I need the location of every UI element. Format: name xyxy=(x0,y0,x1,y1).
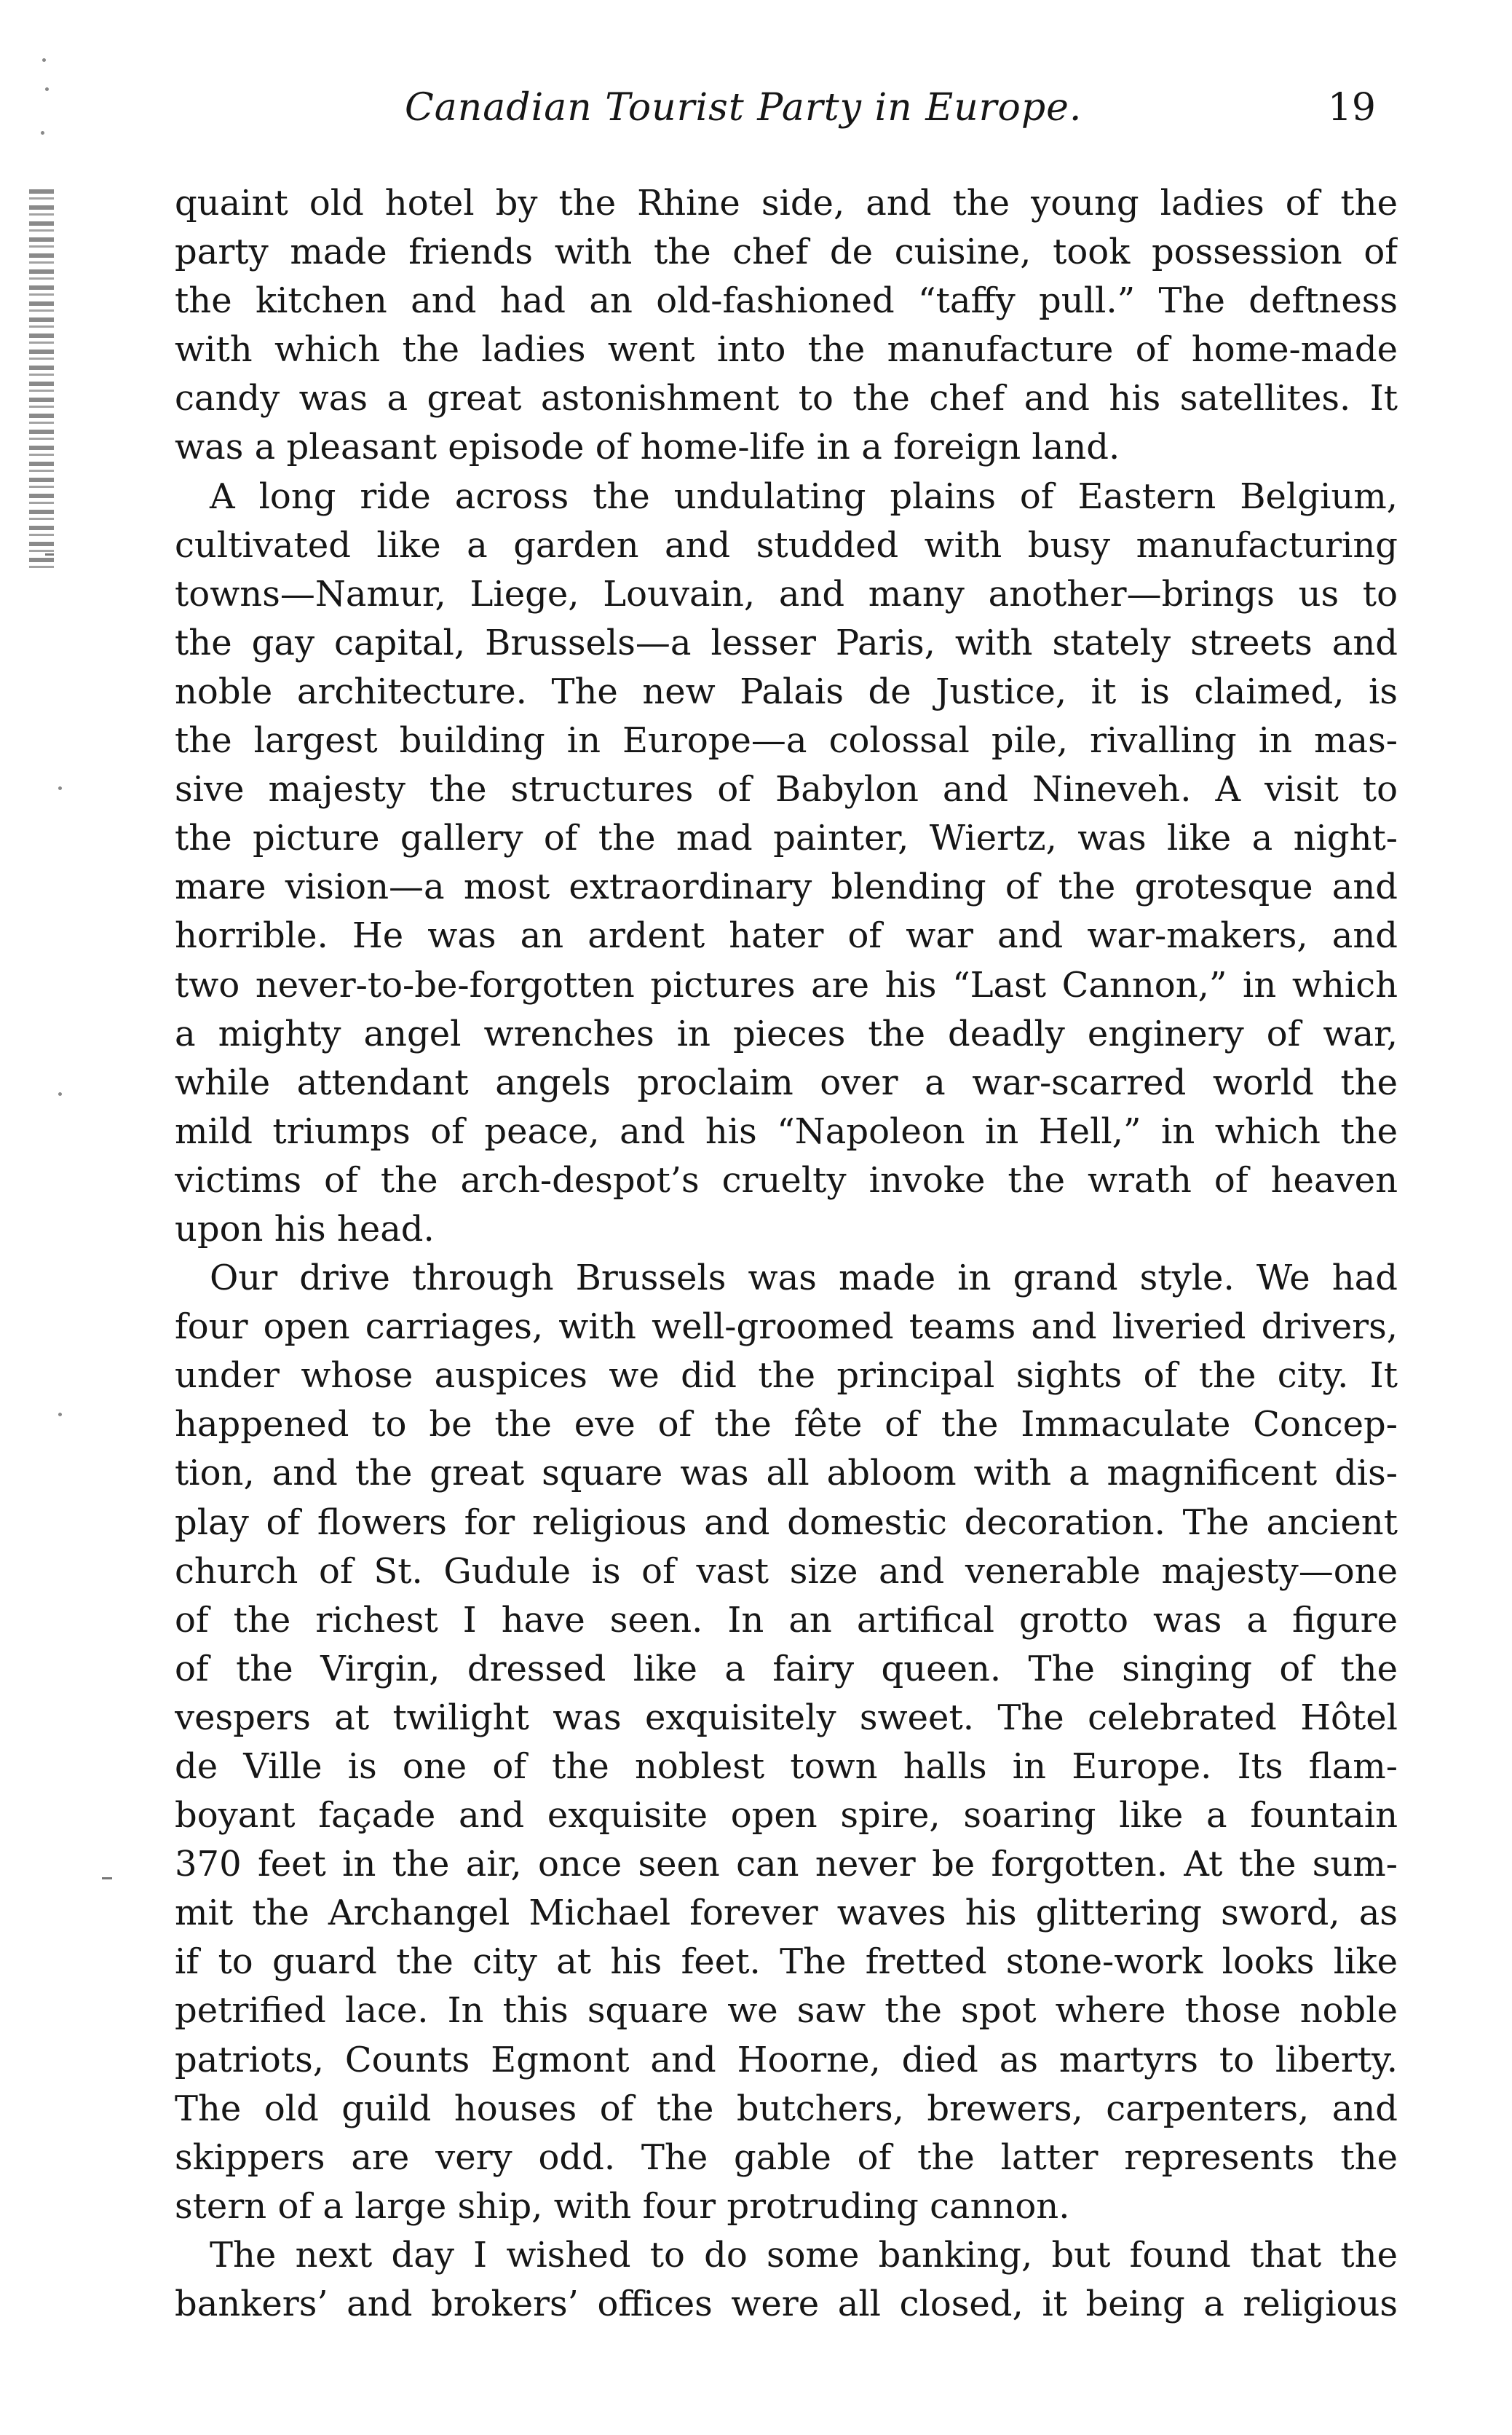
text-line: The next day I wished to do some banking, but found that the xyxy=(210,2234,1398,2276)
margin-speck xyxy=(58,1092,62,1096)
margin-speck xyxy=(58,1413,62,1416)
text-line: boyant façade and exquisite open spire, soaring like a fountain xyxy=(175,1795,1398,1836)
text-line: de Ville is one of the noblest town halls in Europe. Its flam- xyxy=(175,1746,1398,1787)
text-line: horrible. He was an ardent hater of war and war-makers, and xyxy=(175,915,1398,957)
text-line: vespers at twilight was exquisitely sweet. The celebrated Hôtel xyxy=(175,1697,1398,1738)
text-line: bankers’ and brokers’ offices were all closed, it being a religious xyxy=(175,2284,1398,2325)
margin-dash xyxy=(45,553,54,556)
text-line: mare vision—a most extraordinary blending of the grotesque and xyxy=(175,867,1398,908)
text-line: play of flowers for religious and domestic decoration. The ancient xyxy=(175,1501,1398,1543)
text-line: if to guard the city at his feet. The fretted stone-work looks like xyxy=(175,1941,1398,1983)
text-line: quaint old hotel by the Rhine side, and the young ladies of the xyxy=(175,183,1398,224)
body-text xyxy=(175,179,1398,2329)
margin-speck xyxy=(42,58,46,62)
text-line: petrified lace. In this square we saw the spot where those noble xyxy=(175,1990,1398,2032)
text-line: noble architecture. The new Palais de Justice, it is claimed, is xyxy=(175,671,1398,712)
margin-speck xyxy=(58,786,62,790)
text-line: with which the ladies went into the manufacture of home-made xyxy=(175,329,1398,371)
text-line: party made friends with the chef de cuisine, took possession of xyxy=(175,232,1398,273)
text-line: upon his head. xyxy=(175,1208,435,1250)
text-line: stern of a large ship, with four protruding cannon. xyxy=(175,2185,1070,2227)
text-line: mit the Archangel Michael forever waves his glittering sword, as xyxy=(175,1893,1398,1934)
text-line: of the richest I have seen. In an artifical grotto was a figure xyxy=(175,1599,1398,1641)
text-line: sive majesty the structures of Babylon and Nineveh. A visit to xyxy=(175,769,1398,810)
text-line: patriots, Counts Egmont and Hoorne, died as martyrs to liberty. xyxy=(175,2039,1398,2080)
text-line: tion, and the great square was all abloom with a magnificent dis- xyxy=(175,1453,1398,1494)
binding-shadow xyxy=(29,189,54,568)
text-line: happened to be the eve of the fête of the Immaculate Concep- xyxy=(175,1404,1398,1445)
text-line: under whose auspices we did the principal sights of the city. It xyxy=(175,1355,1398,1397)
text-line: Our drive through Brussels was made in grand style. We had xyxy=(210,1258,1398,1299)
paragraph-1 xyxy=(175,179,1398,473)
paragraph-2 xyxy=(175,473,1398,1255)
text-line: 370 feet in the air, once seen can never be forgotten. At the sum- xyxy=(175,1844,1398,1885)
margin-dash xyxy=(102,1877,112,1879)
running-title: Canadian Tourist Party in Europe. xyxy=(405,86,1082,130)
text-line: skippers are very odd. The gable of the latter represents the xyxy=(175,2136,1398,2178)
text-line: was a pleasant episode of home-life in a foreign land. xyxy=(175,427,1120,468)
margin-speck xyxy=(41,131,44,135)
text-line: four open carriages, with well-groomed teams and liveried drivers, xyxy=(175,1306,1398,1348)
text-line: the picture gallery of the mad painter, Wiertz, was like a night- xyxy=(175,818,1398,859)
binding-margin xyxy=(0,44,80,1646)
text-line: church of St. Gudule is of vast size and venerable majesty—one xyxy=(175,1550,1398,1592)
text-line: towns—Namur, Liege, Louvain, and many another—brings us to xyxy=(175,573,1398,615)
text-line: cultivated like a garden and studded with busy manufacturing xyxy=(175,524,1398,566)
text-line: mild triumps of peace, and his “Napoleon in Hell,” in which the xyxy=(175,1110,1398,1152)
text-line: the gay capital, Brussels—a lesser Paris, with stately streets and xyxy=(175,622,1398,663)
page-number: 19 xyxy=(1327,86,1376,130)
text-line: a mighty angel wrenches in pieces the deadly enginery of war, xyxy=(175,1013,1398,1054)
paragraph-4 xyxy=(175,2231,1398,2329)
text-line: candy was a great astonishment to the chef and his satellites. It xyxy=(175,378,1398,419)
text-line: A long ride across the undulating plains of Eastern Belgium, xyxy=(210,475,1398,517)
text-line: The old guild houses of the butchers, brewers, carpenters, and xyxy=(175,2088,1398,2129)
text-line: the largest building in Europe—a colossal pile, rivalling in mas- xyxy=(175,720,1398,762)
text-line: two never-to-be-forgotten pictures are his “Last Cannon,” in which xyxy=(175,964,1398,1006)
running-header xyxy=(175,86,1398,144)
text-line: the kitchen and had an old-fashioned “taffy pull.” The deftness xyxy=(175,280,1398,322)
text-line: of the Virgin, dressed like a fairy queen. The singing of the xyxy=(175,1648,1398,1689)
margin-speck xyxy=(45,87,49,91)
paragraph-3 xyxy=(175,1254,1398,2231)
text-line: while attendant angels proclaim over a war-scarred world the xyxy=(175,1062,1398,1103)
text-line: victims of the arch-despot’s cruelty invoke the wrath of heaven xyxy=(175,1159,1398,1201)
